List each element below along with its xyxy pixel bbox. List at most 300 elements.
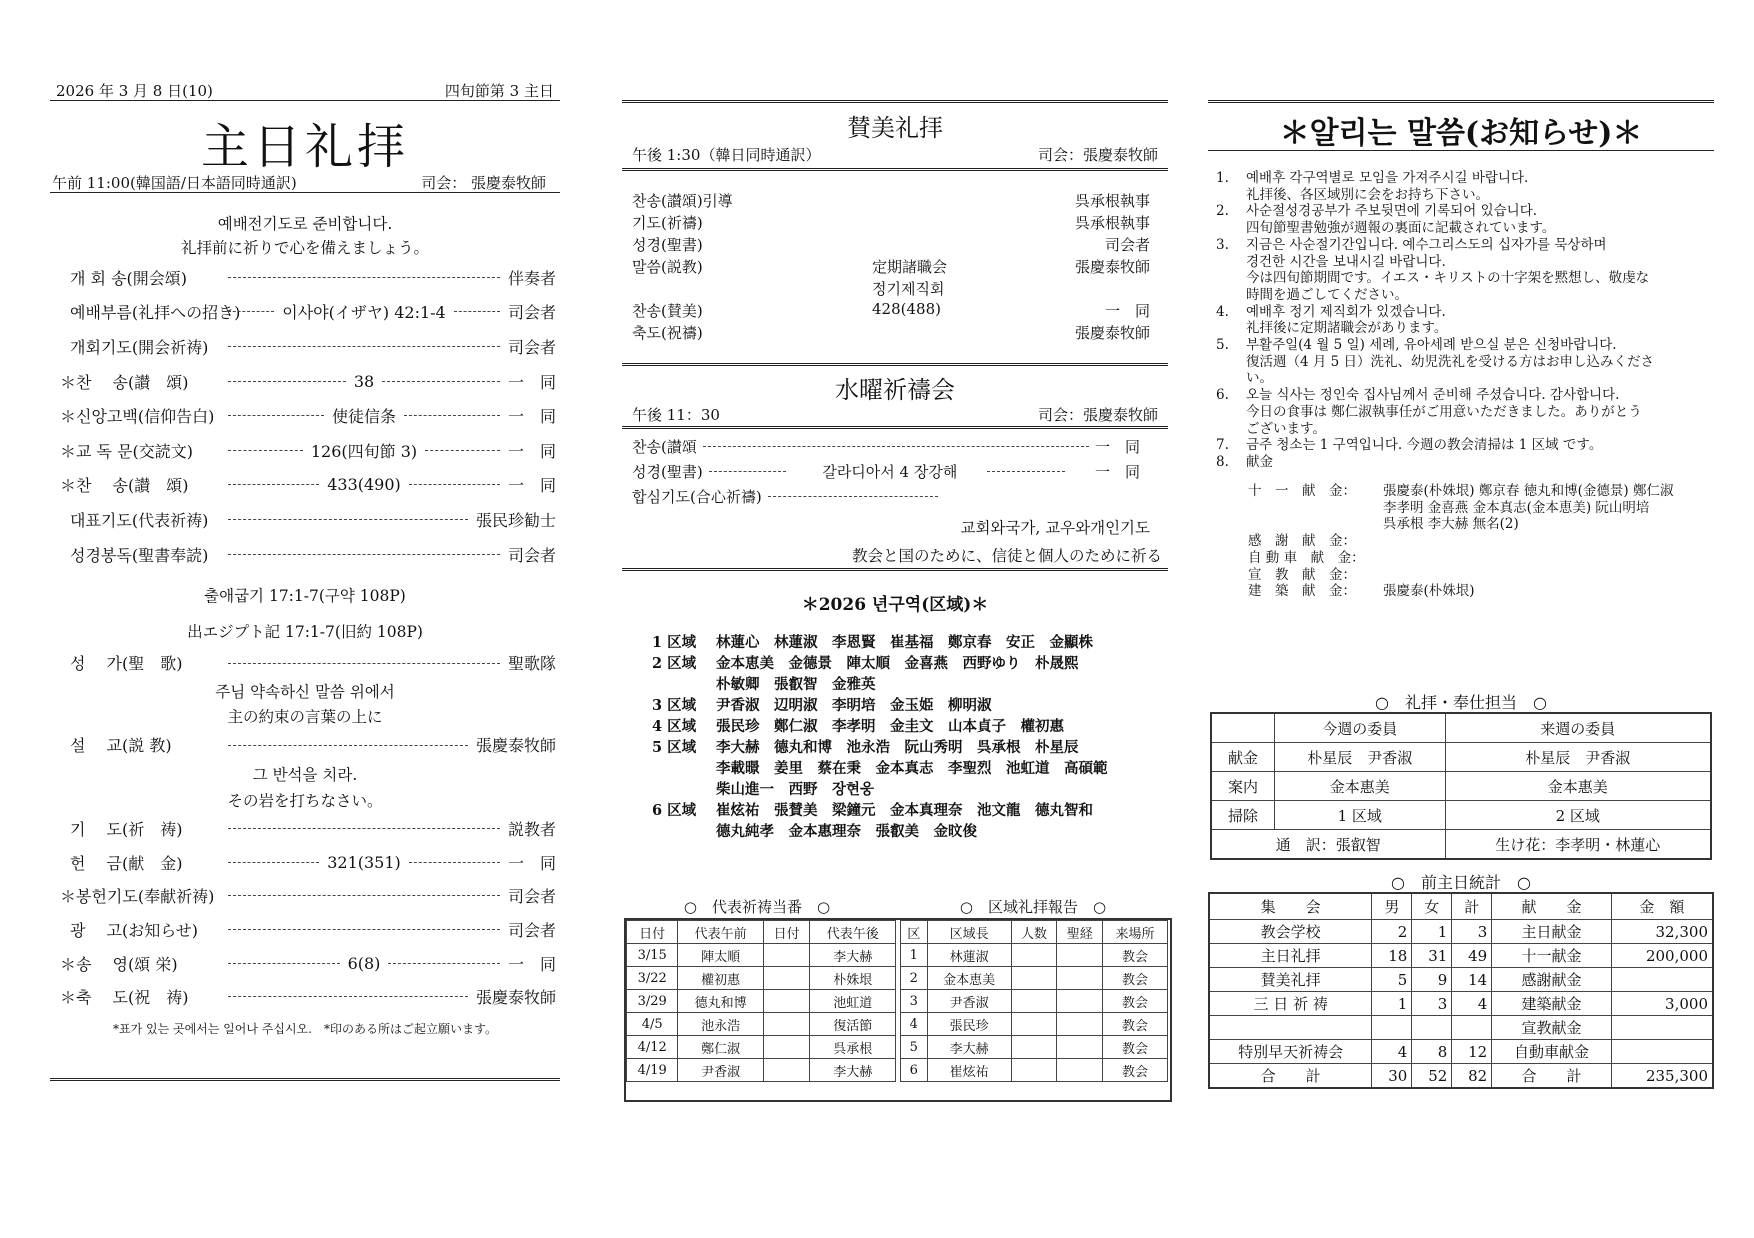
top-rule bbox=[622, 100, 1168, 103]
column-header: 聖経 bbox=[1057, 921, 1103, 944]
order-item bbox=[60, 646, 560, 679]
notices-title: ＊알리는 말씀(お知らせ)＊ bbox=[1279, 116, 1643, 151]
divider bbox=[622, 568, 1168, 571]
service-info bbox=[50, 170, 560, 193]
liturgical-season: 四旬節第 3 主日 bbox=[444, 82, 554, 100]
region-name: 3 区域 bbox=[652, 697, 697, 714]
order-item-label: 설 교(説 教) bbox=[70, 736, 172, 755]
order-item-label: 헌 금(献 金) bbox=[70, 853, 183, 873]
region-row bbox=[652, 653, 1168, 674]
order-item-who: 司会者 bbox=[507, 921, 556, 941]
table-cell: 案内 bbox=[1211, 772, 1275, 801]
praise-item bbox=[632, 300, 1158, 322]
column-header: 日付 bbox=[763, 921, 810, 944]
notice-line bbox=[1216, 454, 1712, 471]
table-cell bbox=[763, 1013, 810, 1036]
offering-donors: 張慶泰(朴姝垠) 鄭京春 徳丸和博(金德景) 鄭仁淑 bbox=[1383, 483, 1674, 499]
table-cell: 林蓮淑 bbox=[927, 944, 1011, 967]
dash-leader bbox=[768, 496, 938, 497]
table-cell bbox=[1057, 990, 1103, 1013]
bottom-rule bbox=[50, 1078, 560, 1081]
dash-leader bbox=[703, 446, 1089, 447]
praise-order-list bbox=[632, 190, 1158, 344]
offering-line bbox=[1248, 583, 1714, 600]
region-name: 4 区域 bbox=[652, 718, 697, 735]
order-item bbox=[60, 812, 560, 846]
notice-number: 1. bbox=[1216, 170, 1229, 186]
table-cell: 掃除 bbox=[1211, 801, 1275, 830]
table-cell bbox=[1057, 1013, 1103, 1036]
table-cell bbox=[1011, 990, 1057, 1013]
table-cell: 9 bbox=[1412, 968, 1452, 992]
table-cell: 2 bbox=[1372, 920, 1412, 944]
column-header: 日付 bbox=[627, 921, 678, 944]
table-cell: 賛美礼拝 bbox=[1209, 968, 1372, 992]
duty-table bbox=[1210, 712, 1712, 860]
dash-leader bbox=[228, 277, 500, 278]
order-item bbox=[60, 879, 560, 913]
table-cell: 1 bbox=[1372, 992, 1412, 1016]
notice-line bbox=[1216, 437, 1712, 454]
notice-text: 부활주일(4 월 5 일) 세례, 유아세례 받으실 분은 신청바랍니다. bbox=[1246, 337, 1617, 354]
dash-leader bbox=[228, 862, 319, 863]
scripture bbox=[50, 578, 560, 650]
table-row bbox=[901, 967, 1168, 990]
service-time: 午前 11:00(韓国語/日本語同時通訳) bbox=[52, 174, 297, 192]
table-cell: 呉承根 bbox=[810, 1036, 896, 1059]
notice-line bbox=[1216, 203, 1712, 220]
notice-line bbox=[1216, 421, 1712, 438]
notice-number: 4. bbox=[1216, 303, 1229, 320]
dash-leader bbox=[228, 519, 468, 520]
notice-text: 献金 bbox=[1246, 453, 1273, 470]
dash-leader bbox=[228, 745, 468, 746]
region-name: 6 区域 bbox=[652, 802, 697, 819]
table-cell: 自動車献金 bbox=[1492, 1040, 1611, 1064]
order-item-label: ＊교 독 문(交読文) bbox=[60, 441, 194, 461]
stats-table bbox=[1208, 892, 1714, 1089]
order-item-label: 성 가(聖 歌) bbox=[70, 654, 183, 673]
dash-leader bbox=[228, 963, 340, 964]
order-item bbox=[60, 913, 560, 947]
prep-prayer bbox=[50, 212, 560, 260]
region-members: 李大赫 德丸和博 池永浩 阮山秀明 呉承根 朴星辰 bbox=[716, 739, 1079, 756]
offering-label: 建 築 献 金： bbox=[1248, 583, 1356, 600]
table-header-row bbox=[1209, 893, 1713, 920]
offering-label: 自 動 車 献 金： bbox=[1248, 549, 1365, 566]
table-cell: 尹香淑 bbox=[678, 1059, 764, 1082]
notice-line bbox=[1216, 270, 1712, 287]
notice-text: 時間を過ごしてください。 bbox=[1246, 286, 1408, 303]
notice-text: 礼拝後、各区域別に会をお持ち下さい。 bbox=[1246, 186, 1489, 203]
notice-line bbox=[1216, 337, 1712, 354]
order-item-label: 예배부름(礼拝への招き) bbox=[70, 303, 241, 323]
dash-leader bbox=[228, 929, 500, 930]
praise-item-who: 司会者 bbox=[1104, 236, 1150, 254]
notice-list bbox=[1216, 170, 1712, 471]
table-cell: 李大赫 bbox=[810, 944, 896, 967]
order-item-label: 대표기도(代表祈祷) bbox=[70, 510, 209, 530]
table-cell: 献金 bbox=[1211, 743, 1275, 772]
table-cell bbox=[1057, 1036, 1103, 1059]
notice-text: 예배후 정기 제직회가 있겠습니다. bbox=[1246, 303, 1446, 320]
table-cell: 池虹道 bbox=[810, 990, 896, 1013]
table-row bbox=[901, 1059, 1168, 1082]
offering-line bbox=[1248, 500, 1714, 517]
notice-number: 2. bbox=[1216, 203, 1229, 220]
table-cell: 4 bbox=[901, 1013, 928, 1036]
table-cell: 朴星辰 尹香淑 bbox=[1445, 743, 1711, 772]
order-item-who: 一 同 bbox=[508, 954, 557, 974]
scripture-ko: 출애굽기 17:1-7(구약 108P) bbox=[204, 587, 406, 605]
standing-note: *표가 있는 곳에서는 일어나 주십시오. *印のある所はご起立願います。 bbox=[113, 1022, 497, 1036]
table-cell: 金本惠美 bbox=[1445, 772, 1711, 801]
divider bbox=[622, 363, 1168, 366]
praise-item-who: 一 同 bbox=[1104, 302, 1150, 320]
order-item-who: 聖歌隊 bbox=[507, 654, 556, 673]
order-item bbox=[60, 502, 560, 537]
region-row bbox=[652, 632, 1168, 653]
region-name: 2 区域 bbox=[652, 655, 697, 672]
praise-item-who: 張慶泰牧師 bbox=[1074, 258, 1150, 276]
region-name: 5 区域 bbox=[652, 739, 697, 756]
order-item bbox=[60, 398, 560, 433]
table-row bbox=[1209, 968, 1713, 992]
order-item bbox=[60, 329, 560, 364]
table-row bbox=[901, 1036, 1168, 1059]
notice-text: 경건한 시간을 보내시길 바랍니다. bbox=[1246, 253, 1446, 270]
table-cell: 1 bbox=[901, 944, 928, 967]
order-list bbox=[50, 260, 560, 571]
column-header: 代表午後 bbox=[810, 921, 896, 944]
region-members: 崔炫祐 張賛美 梁鐘元 金本真理奈 池文龍 德丸智和 bbox=[716, 802, 1093, 819]
wednesday-host: 司会：張慶泰牧師 bbox=[1037, 406, 1158, 424]
praise-item-part: 성경(聖書) bbox=[632, 236, 703, 254]
region-members: 張民珍 鄭仁淑 李孝明 金圭文 山本貞子 權初惠 bbox=[716, 718, 1064, 735]
notice-text: 금주 청소는 1 구역입니다. 今週の教会清掃は 1 区域 です。 bbox=[1246, 437, 1603, 454]
order-item-label: ＊신앙고백(信仰告白) bbox=[60, 407, 215, 427]
offering-line bbox=[1248, 516, 1714, 533]
praise-item bbox=[632, 234, 1158, 256]
date-line bbox=[50, 80, 560, 101]
table-cell: 1 bbox=[1412, 920, 1452, 944]
table-cell bbox=[763, 1059, 810, 1082]
praise-time: 午後 1:30（韓日同時通訳） bbox=[632, 146, 821, 164]
dash-leader bbox=[409, 484, 500, 485]
praise-item bbox=[632, 278, 1158, 300]
order-item bbox=[60, 295, 560, 330]
offering-label: 感 謝 献 金： bbox=[1248, 533, 1356, 550]
table-cell bbox=[1372, 1016, 1412, 1040]
region-name bbox=[652, 758, 716, 779]
sermon-title bbox=[50, 762, 560, 814]
table-cell: 李大赫 bbox=[927, 1036, 1011, 1059]
praise-item bbox=[632, 322, 1158, 344]
notice-line bbox=[1216, 320, 1712, 337]
praise-item-who: 呉承根執事 bbox=[1074, 192, 1150, 210]
praise-item-detail: 정기제직회 bbox=[872, 280, 945, 298]
praise-host: 司会：張慶泰牧師 bbox=[1037, 146, 1158, 164]
region-name bbox=[652, 821, 716, 842]
order-item-label: ＊축 도(祝 祷) bbox=[60, 988, 189, 1008]
service-date: 2026 年 3 月 8 日(10) bbox=[56, 82, 213, 100]
praise-item-part: 찬송(賛美) bbox=[632, 302, 703, 320]
region-row bbox=[652, 716, 1168, 737]
praise-item-part: 찬송(讃頌)引導 bbox=[632, 192, 733, 210]
order-item bbox=[60, 728, 560, 761]
notice-line bbox=[1216, 287, 1712, 304]
praise-item-who: 張慶泰牧師 bbox=[1074, 324, 1150, 342]
sermon-title-ko: 그 반석을 치라. bbox=[252, 766, 358, 784]
wednesday-item-who: 一 同 bbox=[1094, 438, 1140, 456]
column-header: 女 bbox=[1412, 893, 1452, 920]
table-cell: 金本惠美 bbox=[1275, 772, 1446, 801]
order-item-label: ＊송 영(頌 栄) bbox=[60, 954, 178, 974]
praise-item-part: 말씀(説教) bbox=[632, 258, 703, 276]
region-row bbox=[652, 737, 1168, 758]
table-row bbox=[627, 1036, 896, 1059]
table-cell: 4/19 bbox=[627, 1059, 678, 1082]
region-row bbox=[652, 800, 1168, 821]
notice-line bbox=[1216, 237, 1712, 254]
dash-leader bbox=[228, 828, 500, 829]
praise-service-title: 賛美礼拝 bbox=[847, 114, 943, 142]
column-header: 集 会 bbox=[1209, 893, 1372, 920]
table-cell: 三 日 祈 祷 bbox=[1209, 992, 1372, 1016]
wednesday-title: 水曜祈禱会 bbox=[835, 376, 955, 404]
wednesday-item-part: 성경(聖書) bbox=[632, 463, 703, 481]
interpreter: 通 訳：張叡智 bbox=[1211, 830, 1445, 860]
table-cell bbox=[763, 967, 810, 990]
table-cell: 3/15 bbox=[627, 944, 678, 967]
table-cell: 朴星辰 尹香淑 bbox=[1275, 743, 1446, 772]
order-item-who: 張慶泰牧師 bbox=[475, 988, 556, 1008]
prayer-duty-table bbox=[626, 920, 896, 1082]
table-cell bbox=[763, 1036, 810, 1059]
wednesday-item bbox=[632, 434, 1158, 459]
dash-leader bbox=[228, 663, 500, 664]
order-item-who: 司会者 bbox=[507, 337, 556, 357]
table-cell: 池永浩 bbox=[678, 1013, 764, 1036]
notice-number: 7. bbox=[1216, 437, 1229, 454]
table-cell: 德丸和博 bbox=[678, 990, 764, 1013]
table-cell bbox=[1011, 967, 1057, 990]
table-row bbox=[901, 944, 1168, 967]
table-cell: 4 bbox=[1452, 992, 1492, 1016]
scripture-ja: 出エジプト記 17:1-7(旧約 108P) bbox=[187, 623, 423, 641]
table-cell bbox=[1611, 968, 1713, 992]
table-cell: 2 区域 bbox=[1445, 801, 1711, 830]
dash-leader bbox=[409, 862, 500, 863]
order-item-who: 一 同 bbox=[507, 441, 556, 461]
order-item bbox=[60, 468, 560, 503]
table-cell: 4/5 bbox=[627, 1013, 678, 1036]
table-cell bbox=[1412, 1016, 1452, 1040]
anthem-ko: 주님 약속하신 말씀 위에서 bbox=[215, 683, 395, 701]
table-cell: 教会 bbox=[1103, 1036, 1168, 1059]
table-cell: 教会 bbox=[1103, 1059, 1168, 1082]
table-cell bbox=[1057, 967, 1103, 990]
order-item-who: 張慶泰牧師 bbox=[475, 736, 556, 755]
table-cell: 教会 bbox=[1103, 990, 1168, 1013]
wednesday-item-part: 합심기도(合心祈禱) bbox=[632, 488, 762, 506]
order-item bbox=[60, 364, 560, 399]
dash-leader bbox=[709, 471, 787, 472]
order-item-who: 一 同 bbox=[508, 476, 557, 496]
region-row bbox=[652, 674, 1168, 695]
region-title: ＊2026 년구역(区域)＊ bbox=[801, 595, 989, 615]
table-cell bbox=[1611, 1040, 1713, 1064]
order-item-who: 司会者 bbox=[507, 887, 556, 907]
notice-text: 礼拝後に定期諸職会があります。 bbox=[1246, 320, 1448, 337]
table-row bbox=[627, 1013, 896, 1036]
table-row bbox=[1209, 920, 1713, 944]
table-cell: 3/29 bbox=[627, 990, 678, 1013]
table-cell: 張民珍 bbox=[927, 1013, 1011, 1036]
order-item-label: ＊봉헌기도(奉献祈祷) bbox=[60, 887, 215, 907]
column-header: 来週の委員 bbox=[1445, 713, 1711, 743]
offering-donors: 李孝明 金喜燕 金本真志(金本恵美) 阮山明培 bbox=[1383, 499, 1650, 516]
wednesday-item-detail: 갈라디아서 4 장강해 bbox=[822, 463, 958, 481]
notice-text: 今は四旬節期間です。イエス・キリストの十字架を黙想し、敬虔な bbox=[1246, 270, 1650, 287]
table-cell: 5 bbox=[901, 1036, 928, 1059]
order-item-label: ＊찬 송(讃 頌) bbox=[60, 476, 189, 496]
order-item-who: 司会者 bbox=[507, 545, 556, 565]
anthem bbox=[50, 680, 560, 730]
region-row bbox=[652, 779, 1168, 800]
sermon-title-ja: その岩を打ちなさい。 bbox=[227, 792, 383, 810]
notice-line bbox=[1216, 187, 1712, 204]
offering-line bbox=[1248, 483, 1714, 500]
title-underline bbox=[1208, 150, 1714, 151]
order-item-who: 一 同 bbox=[508, 853, 557, 873]
notice-line bbox=[1216, 387, 1712, 404]
notice-text: 사순절성경공부가 주보뒷면에 기록되어 있습니다. bbox=[1246, 203, 1538, 220]
offering-label: 十 一 献 金： bbox=[1248, 483, 1356, 499]
table-row bbox=[627, 967, 896, 990]
notice-line bbox=[1216, 220, 1712, 237]
order-item bbox=[60, 433, 560, 468]
table-cell bbox=[1057, 944, 1103, 967]
offering-line bbox=[1248, 533, 1714, 550]
dash-leader bbox=[425, 450, 500, 451]
table-row bbox=[1209, 944, 1713, 968]
dash-leader bbox=[228, 996, 468, 997]
service-host: 司会： 張慶泰牧師 bbox=[421, 174, 546, 192]
flower-arrangers: 生け花：李孝明・林蓮心 bbox=[1445, 830, 1711, 860]
praise-item bbox=[632, 256, 1158, 278]
table-cell: 235,300 bbox=[1611, 1064, 1713, 1089]
notice-line bbox=[1216, 354, 1712, 371]
table-cell: 200,000 bbox=[1611, 944, 1713, 968]
table-cell: 崔炫祐 bbox=[927, 1059, 1011, 1082]
anthem-ja: 主の約束の言葉の上に bbox=[227, 708, 383, 726]
table-row bbox=[1209, 1016, 1713, 1040]
order-item bbox=[60, 537, 560, 572]
dash-leader bbox=[228, 895, 500, 896]
notice-number: 8. bbox=[1216, 453, 1229, 470]
order-item-who: 張民珍勧士 bbox=[475, 510, 556, 530]
dash-leader bbox=[228, 554, 500, 555]
region-members: 李載暻 姜里 蔡在秉 金本真志 李聖烈 池虹道 高碩範 bbox=[716, 760, 1108, 777]
offering-donors: 張慶泰(朴姝垠) bbox=[1383, 583, 1475, 600]
notice-line bbox=[1216, 304, 1712, 321]
column-header: 人数 bbox=[1011, 921, 1057, 944]
table-cell: 復活節 bbox=[810, 1013, 896, 1036]
table-row bbox=[627, 1059, 896, 1082]
column-header: 区域長 bbox=[927, 921, 1011, 944]
order-item-label: 광 고(お知らせ) bbox=[70, 921, 199, 941]
column-header: 献 金 bbox=[1492, 893, 1611, 920]
wednesday-order-list bbox=[632, 434, 1158, 509]
table-cell: 5 bbox=[1372, 968, 1412, 992]
duty-title: ○ 礼拝・奉仕担当 ○ bbox=[1375, 693, 1547, 712]
order-item-label: 성경봉독(聖書奉読) bbox=[70, 545, 209, 565]
table-cell: 合 計 bbox=[1209, 1064, 1372, 1089]
praise-item-detail: 428(488) bbox=[872, 300, 941, 318]
dash-leader bbox=[228, 311, 274, 312]
wednesday-info bbox=[622, 402, 1168, 429]
order-item-detail: 使徒信条 bbox=[331, 407, 396, 427]
region-list bbox=[652, 632, 1168, 842]
wednesday-theme-ja: 教会と国のために、信徒と個人のために祈る bbox=[851, 547, 1162, 565]
table-cell: 鄭仁淑 bbox=[678, 1036, 764, 1059]
table-row bbox=[1209, 1064, 1713, 1089]
table-cell: 3 bbox=[1452, 920, 1492, 944]
table-cell: 3 bbox=[901, 990, 928, 1013]
notice-text: い。 bbox=[1246, 370, 1273, 387]
table-cell: 4 bbox=[1372, 1040, 1412, 1064]
order-item bbox=[60, 946, 560, 980]
order-item-detail: 이사야(イザヤ) 42:1-4 bbox=[282, 303, 446, 323]
notice-text: 지금은 사순절기간입니다. 예수그리스도의 십자가를 묵상하며 bbox=[1246, 236, 1607, 253]
order-item-label: 개 회 송(開会頌) bbox=[70, 268, 188, 288]
table-cell: 31 bbox=[1412, 944, 1452, 968]
offering-label: 宣 教 献 金： bbox=[1248, 566, 1356, 583]
table-cell: 十一献金 bbox=[1492, 944, 1611, 968]
dash-leader bbox=[228, 346, 500, 347]
order-item-label: 개회기도(開会祈祷) bbox=[70, 337, 209, 357]
order-item bbox=[60, 846, 560, 880]
column-header: 来場所 bbox=[1103, 921, 1168, 944]
order-item-who: 一 同 bbox=[507, 407, 556, 427]
region-report-title: ○ 区域礼拝報告 ○ bbox=[959, 898, 1107, 916]
table-row bbox=[1209, 992, 1713, 1016]
dash-leader bbox=[987, 471, 1065, 472]
region-name bbox=[652, 674, 716, 695]
table-cell: 82 bbox=[1452, 1064, 1492, 1089]
praise-item-who: 呉承根執事 bbox=[1074, 214, 1150, 232]
wednesday-item bbox=[632, 484, 1158, 509]
notice-text: 예배후 각구역별로 모임을 가져주시길 바랍니다. bbox=[1246, 170, 1529, 186]
offering-donors: 呉承根 李大赫 無名(2) bbox=[1383, 516, 1519, 533]
table-cell: 8 bbox=[1412, 1040, 1452, 1064]
table-cell: 教会 bbox=[1103, 1013, 1168, 1036]
prep-prayer-ja: 礼拝前に祈りで心を備えましょう。 bbox=[180, 239, 429, 257]
prayer-duty-title: ○ 代表祈祷当番 ○ bbox=[683, 898, 831, 916]
notice-number: 5. bbox=[1216, 337, 1229, 354]
praise-item-detail: 定期諸職会 bbox=[872, 258, 948, 276]
praise-item-part: 축도(祝禱) bbox=[632, 324, 703, 342]
order-item-who: 一 同 bbox=[507, 372, 556, 392]
table-cell bbox=[1611, 1016, 1713, 1040]
offering-line bbox=[1248, 567, 1714, 584]
order-item-detail: 321(351) bbox=[327, 852, 401, 872]
table-cell: 32,300 bbox=[1611, 920, 1713, 944]
dash-leader bbox=[228, 450, 303, 451]
table-cell: 52 bbox=[1412, 1064, 1452, 1089]
table-cell bbox=[1057, 1059, 1103, 1082]
